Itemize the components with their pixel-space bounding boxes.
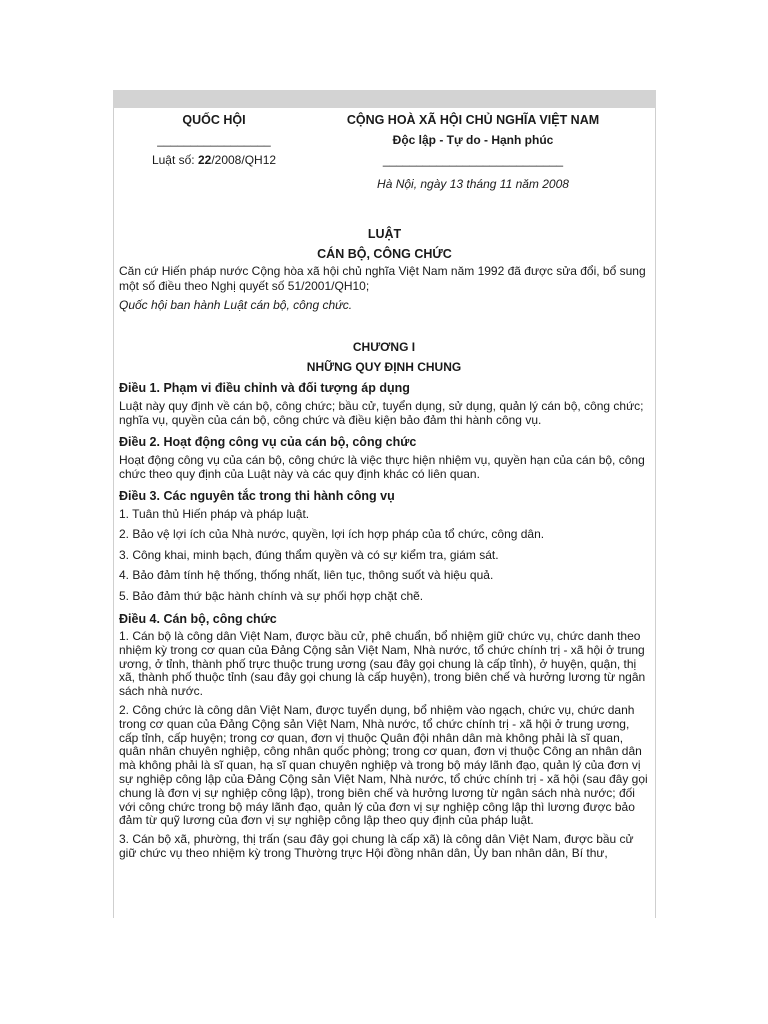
document-header (114, 108, 655, 208)
article-4-clause-3: 3. Cán bộ xã, phường, thị trấn (sau đây gọi chung là cấp xã) là công dân Việt Nam, được bầu cử giữ chức vụ theo nhiệm kỳ trong Thường trực Hội đồng nhân dân, Ủy ban nhân dân, Bí thư, (119, 832, 634, 860)
nation-rule: ___________________________ (382, 153, 564, 167)
article-4-title: Điều 4. Cán bộ, công chức (119, 612, 277, 626)
article-3-clause-4: 4. Bảo đảm tính hệ thống, thống nhất, liên tục, thông suốt và hiệu quả. (119, 568, 494, 582)
legal-basis: Căn cứ Hiến pháp nước Cộng hòa xã hội chủ nghĩa Việt Nam năm 1992 đã được sửa đổi, bổ sung một số điều theo Nghị quyết số 51/2001/QH10; (119, 264, 646, 293)
law-number (114, 150, 314, 170)
nation-name: CỘNG HOÀ XÃ HỘI CHỦ NGHĨA VIỆT NAM (346, 113, 600, 127)
article-3-clause-2: 2. Bảo vệ lợi ích của Nhà nước, quyền, lợi ích hợp pháp của tổ chức, công dân. (119, 527, 545, 541)
issuer-block (114, 108, 314, 170)
issuer-rule: _________________ (157, 133, 271, 147)
article-3-clause-5: 5. Bảo đảm thứ bậc hành chính và sự phối hợp chặt chẽ. (119, 588, 424, 603)
nation-block (319, 108, 627, 194)
promulgation-note: Quốc hội ban hành Luật cán bộ, công chức. (119, 298, 353, 312)
chapter-number: CHƯƠNG I (352, 339, 416, 354)
law-heading: LUẬT (367, 227, 402, 241)
article-4-clause-1: 1. Cán bộ là công dân Việt Nam, được bầu cử, phê chuẩn, bổ nhiệm giữ chức vụ, chức danh theo nhiệm kỳ trong cơ quan của Đảng Cộng sản Việt Nam, Nhà nước, tổ chức chính trị - xã hội ở trung ương, ở tỉnh, thành phố trực thuộc trung ương (sau đây gọi chung là cấp tỉnh), ở huyện, quận, thị xã, thành phố thuộc tỉnh (sau đây gọi chung là cấp huyện), trong biên chế và hưởng lương từ ngân sách nhà nước. (119, 629, 646, 699)
issuer-name: QUỐC HỘI (182, 113, 246, 127)
document-page (113, 108, 656, 918)
article-4-clause-2: 2. Công chức là công dân Việt Nam, được tuyển dụng, bổ nhiệm vào ngạch, chức vụ, chức danh trong cơ quan của Đảng Cộng sản Việt Nam, Nhà nước, tổ chức chính trị - xã hội ở trung ương, cấp tỉnh, cấp huyện; trong cơ quan, đơn vị thuộc Quân đội nhân dân mà không phải là sĩ quan, quân nhân chuyên nghiệp, công nhân quốc phòng; trong cơ quan, đơn vị thuộc Công an nhân dân mà không phải là sĩ quan, hạ sĩ quan chuyên nghiệp và trong bộ máy lãnh đạo, quản lý của đơn vị sự nghiệp công lập của Đảng Cộng sản Việt Nam, Nhà nước, tổ chức chính trị - xã hội (sau đây gọi chung là đơn vị sự nghiệp công lập), trong biên chế và hưởng lương từ ngân sách nhà nước; đối với công chức trong bộ máy lãnh đạo, quản lý của đơn vị sự nghiệp công lập thì lương được bảo đảm từ quỹ lương của đơn vị sự nghiệp công lập theo quy định của pháp luật. (119, 702, 648, 828)
article-3-clause-1: 1. Tuân thủ Hiến pháp và pháp luật. (119, 506, 310, 521)
article-2-title: Điều 2. Hoạt động công vụ của cán bộ, công chức (119, 434, 417, 449)
article-1-paragraph: Luật này quy định về cán bộ, công chức; bầu cử, tuyển dụng, sử dụng, quản lý cán bộ, công chức; nghĩa vụ, quyền của cán bộ, công chức và điều kiện bảo đảm thi hành công vụ. (119, 398, 644, 427)
law-number-bold: 22 (197, 153, 212, 167)
law-number-suffix: /2008/QH12 (211, 153, 277, 167)
document-body (114, 264, 655, 861)
article-2-paragraph: Hoạt động công vụ của cán bộ, công chức là việc thực hiện nhiệm vụ, quyền hạn của cán bộ, công chức theo quy định của Luật này và các quy định khác có liên quan. (119, 452, 645, 481)
nation-motto: Độc lập - Tự do - Hạnh phúc (392, 133, 554, 147)
article-3-clause-3: 3. Công khai, minh bạch, đúng thẩm quyền và có sự kiểm tra, giám sát. (119, 547, 499, 562)
chapter-title: NHỮNG QUY ĐỊNH CHUNG (306, 359, 462, 374)
issue-date: Hà Nội, ngày 13 tháng 11 năm 2008 (377, 177, 569, 191)
law-number-prefix: Luật số: (151, 153, 198, 167)
document-top-bar (113, 90, 656, 108)
law-title: CÁN BỘ, CÔNG CHỨC (317, 247, 452, 261)
article-3-title: Điều 3. Các nguyên tắc trong thi hành công vụ (119, 488, 395, 503)
article-1-title: Điều 1. Phạm vi điều chỉnh và đối tượng áp dụng (119, 380, 410, 395)
